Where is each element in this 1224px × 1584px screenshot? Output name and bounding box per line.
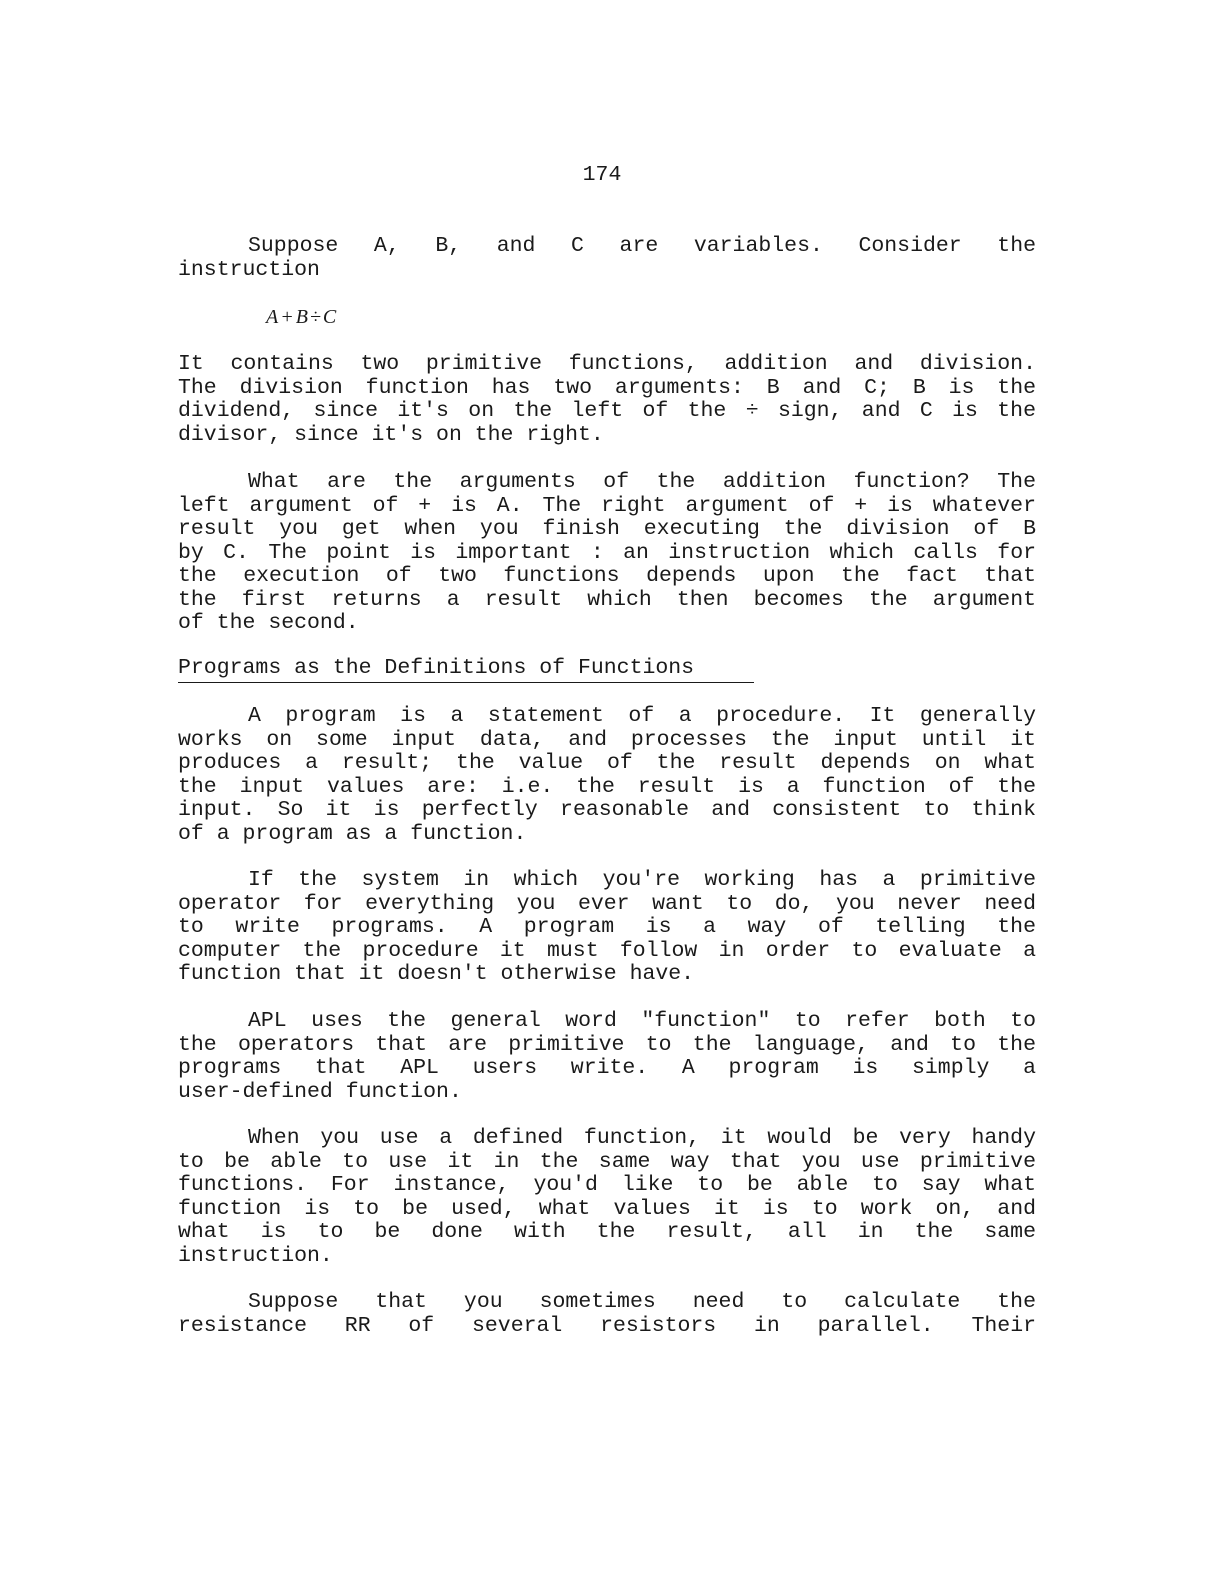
paragraph-line: If the system in which you're working has a primitive xyxy=(248,868,1036,892)
paragraph-2 xyxy=(178,353,1036,447)
paragraph-line: of the second. xyxy=(178,611,359,635)
paragraph-line: input. So it is perfectly reasonable and consistent to think xyxy=(178,798,1036,822)
paragraph-line: works on some input data, and processes the input until it xyxy=(178,727,1036,752)
formula: A+B÷C xyxy=(266,306,339,328)
paragraph-3 xyxy=(178,471,1036,636)
paragraph-line: function that it doesn't otherwise have. xyxy=(178,962,695,986)
paragraph-line: When you use a defined function, it would be very handy xyxy=(248,1126,1036,1150)
paragraph-1 xyxy=(178,235,1036,282)
paragraph-line: user-defined function. xyxy=(178,1079,462,1104)
paragraph-line: the execution of two functions depends upon the fact that xyxy=(178,564,1036,588)
paragraph-line: instruction xyxy=(178,257,320,282)
paragraph-line: resistance RR of several resistors in parallel. Their xyxy=(178,1313,1036,1338)
paragraph-8 xyxy=(178,1291,1036,1338)
paragraph-line: the input values are: i.e. the result is a function of the xyxy=(178,774,1036,799)
paragraph-line: Suppose A, B, and C are variables. Consider the xyxy=(248,234,1036,258)
paragraph-4 xyxy=(178,705,1036,846)
paragraph-line: The division function has two arguments: B and C; B is the xyxy=(178,375,1036,400)
paragraph-line: the operators that are primitive to the language, and to the xyxy=(178,1032,1036,1057)
paragraph-line: computer the procedure it must follow in order to evaluate a xyxy=(178,938,1036,963)
paragraph-line: to be able to use it in the same way that you use primitive xyxy=(178,1149,1036,1174)
paragraph-line: what is to be done with the result, all in the same xyxy=(178,1220,1036,1244)
paragraph-5 xyxy=(178,869,1036,987)
paragraph-line: It contains two primitive functions, addition and division. xyxy=(178,352,1036,376)
section-heading: Programs as the Definitions of Functions xyxy=(178,657,754,683)
paragraph-line: APL uses the general word "function" to refer both to xyxy=(248,1009,1036,1033)
paragraph-line: the first returns a result which then becomes the argument xyxy=(178,587,1036,612)
paragraph-line: by C. The point is important : an instruction which calls for xyxy=(178,540,1036,565)
paragraph-line: operator for everything you ever want to do, you never need xyxy=(178,891,1036,916)
paragraph-line: to write programs. A program is a way of telling the xyxy=(178,915,1036,939)
paragraph-line: produces a result; the value of the result depends on what xyxy=(178,751,1036,775)
paragraph-6 xyxy=(178,1010,1036,1104)
paragraph-line: functions. For instance, you'd like to be able to say what xyxy=(178,1173,1036,1197)
paragraph-line: dividend, since it's on the left of the ÷ sign, and C is the xyxy=(178,399,1036,423)
paragraph-line: left argument of + is A. The right argument of + is whatever xyxy=(178,493,1036,518)
paragraph-line: function is to be used, what values it is to work on, and xyxy=(178,1196,1036,1221)
paragraph-line: divisor, since it's on the right. xyxy=(178,422,604,447)
paragraph-line: A program is a statement of a procedure. It generally xyxy=(248,704,1036,728)
paragraph-line: What are the arguments of the addition function? The xyxy=(248,470,1036,494)
paragraph-line: of a program as a function. xyxy=(178,821,527,846)
page-number: 174 xyxy=(582,163,622,187)
paragraph-line: Suppose that you sometimes need to calculate the xyxy=(248,1290,1036,1314)
paragraph-7 xyxy=(178,1127,1036,1268)
paragraph-line: instruction. xyxy=(178,1243,333,1268)
paragraph-line: result you get when you finish executing the division of B xyxy=(178,517,1036,541)
paragraph-line: programs that APL users write. A program is simply a xyxy=(178,1056,1036,1080)
